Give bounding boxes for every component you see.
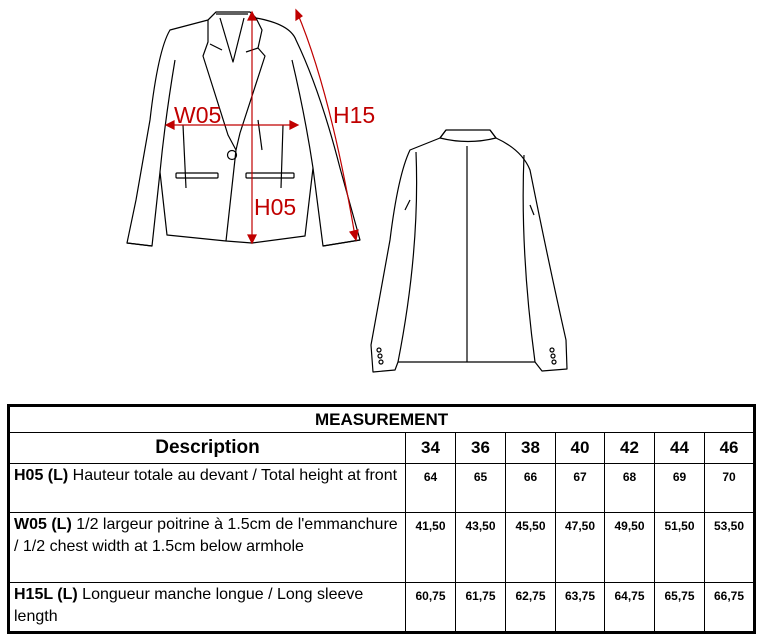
measure-value: 70 xyxy=(705,464,755,513)
table-row xyxy=(9,583,755,633)
measure-value: 64 xyxy=(406,464,456,513)
measure-value: 45,50 xyxy=(506,513,556,583)
measure-text: Hauteur totale au devant / Total height at front xyxy=(68,467,398,484)
size-header: 46 xyxy=(705,433,755,464)
h15-label: H15 xyxy=(333,102,376,128)
w05-label: W05 xyxy=(174,102,222,128)
measure-value: 68 xyxy=(605,464,655,513)
measure-value: 64,75 xyxy=(605,583,655,633)
measure-code: H15L (L) xyxy=(14,586,78,603)
measure-value: 65 xyxy=(456,464,506,513)
measure-text: Longueur manche longue / Long sleeve length xyxy=(14,586,364,625)
measure-value: 66 xyxy=(506,464,556,513)
measure-value: 53,50 xyxy=(705,513,755,583)
size-header: 38 xyxy=(506,433,556,464)
measure-value: 66,75 xyxy=(705,583,755,633)
measure-value: 43,50 xyxy=(456,513,506,583)
jacket-back-view xyxy=(371,130,567,372)
size-header: 36 xyxy=(456,433,506,464)
measure-value: 49,50 xyxy=(605,513,655,583)
size-header: 42 xyxy=(605,433,655,464)
table-row xyxy=(9,464,755,513)
size-header: 34 xyxy=(406,433,456,464)
measure-text: 1/2 largeur poitrine à 1.5cm de l'emmanchure / 1/2 chest width at 1.5cm below armhole xyxy=(14,516,398,555)
measure-value: 63,75 xyxy=(556,583,605,633)
measure-value: 65,75 xyxy=(655,583,705,633)
table-row xyxy=(9,513,755,583)
row-description xyxy=(9,464,406,513)
measure-value: 51,50 xyxy=(655,513,705,583)
measurement-table xyxy=(7,404,756,634)
measure-code: W05 (L) xyxy=(14,516,72,533)
row-description xyxy=(9,583,406,633)
row-description xyxy=(9,513,406,583)
table-title: MEASUREMENT xyxy=(9,406,755,433)
description-header: Description xyxy=(9,433,406,464)
measure-value: 60,75 xyxy=(406,583,456,633)
measure-value: 47,50 xyxy=(556,513,605,583)
jacket-front-view xyxy=(127,12,360,246)
measure-value: 41,50 xyxy=(406,513,456,583)
h05-label: H05 xyxy=(254,194,297,220)
measure-value: 69 xyxy=(655,464,705,513)
measure-code: H05 (L) xyxy=(14,467,69,484)
measure-value: 61,75 xyxy=(456,583,506,633)
size-header: 44 xyxy=(655,433,705,464)
measure-value: 67 xyxy=(556,464,605,513)
measure-value: 62,75 xyxy=(506,583,556,633)
size-header: 40 xyxy=(556,433,605,464)
